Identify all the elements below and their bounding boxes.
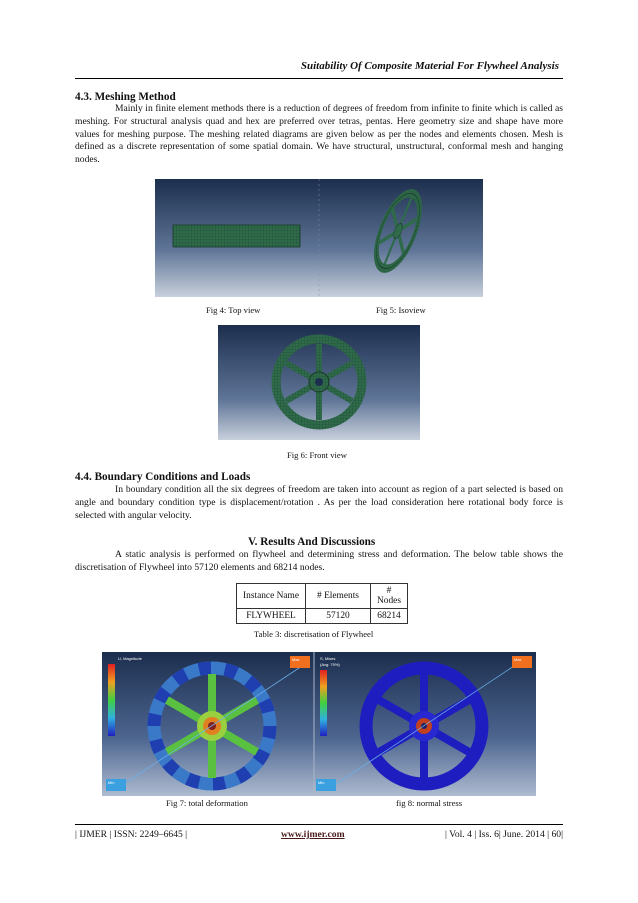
left-legend-title: U, Magnitude	[118, 656, 142, 661]
footer-rule	[75, 824, 563, 825]
table-cell: FLYWHEEL	[237, 609, 306, 624]
table-row	[237, 609, 408, 624]
left-min-label: Min	[108, 780, 115, 785]
right-max-label: Max	[514, 657, 522, 662]
right-legend-sub: (Avg: 75%)	[320, 662, 340, 667]
fig5-caption: Fig 5: Isoview	[376, 305, 426, 315]
discretisation-table	[236, 583, 408, 624]
header-rule	[75, 78, 563, 79]
table-cell: 68214	[371, 609, 408, 624]
table-header-cell: # Nodes	[371, 584, 408, 609]
table-caption: Table 3: discretisation of Flywheel	[254, 629, 374, 639]
boundary-paragraph: In boundary condition all the six degrees of freedom are taken into account as region of a part selected is based on angle and boundary condition type is displacement/rotation . As per the load consideration here rotational body force is selected with angular velocity.	[75, 484, 563, 521]
table-header-cell: Instance Name	[237, 584, 306, 609]
footer-website-link[interactable]: www.ijmer.com	[281, 829, 345, 840]
mesh-views-image	[155, 179, 483, 297]
running-header: Suitability Of Composite Material For Flywheel Analysis	[300, 60, 559, 72]
front-view-image	[218, 325, 420, 440]
table-header-row	[237, 584, 408, 609]
right-legend-title: S, Mises	[320, 656, 336, 661]
right-min-label: Min	[318, 780, 325, 785]
fig7-caption: Fig 7: total deformation	[166, 798, 248, 808]
left-max-label: Max	[292, 657, 300, 662]
results-heading: V. Results And Discussions	[248, 536, 376, 548]
table-header-cell: # Elements	[306, 584, 371, 609]
fig8-caption: fig 8: normal stress	[396, 798, 463, 808]
results-paragraph: A static analysis is performed on flywheel and determining stress and deformation. The below table shows the discretisation of Flywheel into 57120 elements and 68214 nodes.	[75, 549, 563, 573]
table-cell: 57120	[306, 609, 371, 624]
meshing-heading: 4.3. Meshing Method	[75, 91, 176, 103]
boundary-heading: 4.4. Boundary Conditions and Loads	[75, 471, 251, 483]
footer-right: | Vol. 4 | Iss. 6| June. 2014 | 60|	[445, 829, 563, 840]
footer-left: | IJMER | ISSN: 2249–6645 |	[75, 829, 188, 840]
meshing-paragraph: Mainly in finite element methods there is a reduction of degrees of freedom from infinite to finite which is called as meshing. For structural analysis quad and hex are preferred over tetras, pentas. Here geometry size and shape have more values for meshing purpose. The meshing related diagrams are given below as per the nodes and elements chosen. Mesh is defined as a discrete representation of some spatial domain. We have structural, unstructural, conformal mesh and hanging nodes.	[75, 103, 563, 166]
fea-results-image	[102, 652, 536, 796]
fig4-caption: Fig 4: Top view	[206, 305, 261, 315]
fig6-caption: Fig 6: Front view	[287, 450, 347, 460]
